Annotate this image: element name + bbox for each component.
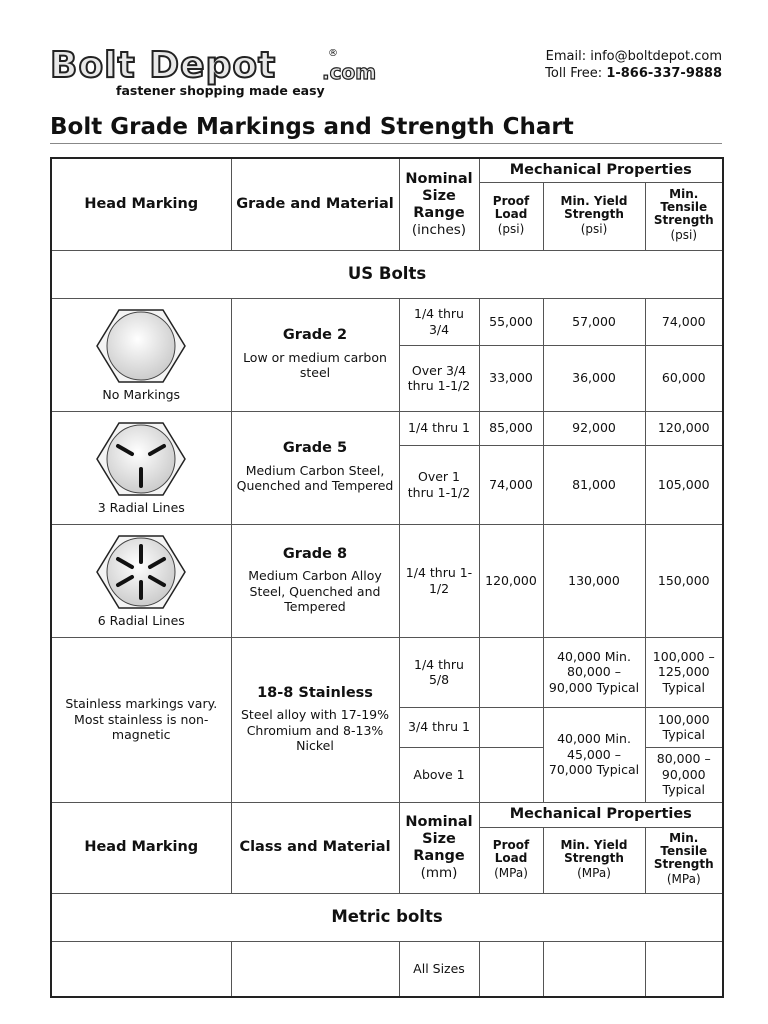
proof-cell: 120,000 — [479, 524, 543, 637]
grade8-desc: Medium Carbon Alloy Steel, Quenched and Tempered — [248, 568, 382, 614]
tensile-cell: 60,000 — [645, 345, 723, 411]
col-nominal-size — [399, 802, 479, 893]
us-header-row — [51, 158, 723, 182]
grade5-desc: Medium Carbon Steel, Quenched and Tempered — [236, 462, 394, 494]
size-cell: Over 1 thru 1-1/2 — [399, 445, 479, 524]
col-mechanical-properties: Mechanical Properties — [479, 802, 723, 827]
tensile-cell: 120,000 — [645, 411, 723, 445]
size-cell: Above 1 — [399, 747, 479, 802]
proof-cell — [479, 707, 543, 747]
col-head-marking: Head Marking — [51, 158, 231, 250]
contact-email[interactable]: Email: info@boltdepot.com — [545, 49, 722, 64]
metric-row-1 — [51, 941, 723, 997]
stainless-row-1 — [51, 637, 723, 707]
metric-section-row — [51, 893, 723, 941]
page-header — [0, 0, 768, 110]
metric-head-marking — [51, 941, 231, 997]
title-divider — [50, 143, 722, 144]
grade8-caption: 6 Radial Lines — [97, 612, 185, 628]
grade2-head-marking — [51, 298, 231, 411]
proof-cell — [479, 941, 543, 997]
col-mechanical-properties: Mechanical Properties — [479, 158, 723, 182]
nominal-size-label: Nominal Size Range — [405, 813, 473, 864]
contact-phone-line — [545, 65, 722, 82]
yield-cell: 40,000 Min. 80,000 – 90,000 Typical — [543, 637, 645, 707]
us-section-title: US Bolts — [51, 250, 723, 298]
size-cell: 1/4 thru 1 — [399, 411, 479, 445]
grade8-row-1 — [51, 524, 723, 637]
metric-header-row — [51, 802, 723, 827]
yield-strength-label: Min. Yield Strength — [560, 193, 628, 221]
grade5-caption: 3 Radial Lines — [97, 499, 185, 515]
col-head-marking: Head Marking — [51, 802, 231, 893]
yield-cell: 57,000 — [543, 298, 645, 345]
stainless-desc: Steel alloy with 17-19% Chromium and 8-13% Nickel — [241, 707, 389, 753]
contact-info — [545, 48, 722, 82]
grade8-head-marking — [51, 524, 231, 637]
grade2-material — [231, 298, 399, 411]
proof-load-unit: (MPa) — [494, 865, 528, 880]
proof-cell: 85,000 — [479, 411, 543, 445]
hex-head-no-markings-icon — [95, 307, 187, 385]
yield-cell: 92,000 — [543, 411, 645, 445]
page-title: Bolt Grade Markings and Strength Chart — [50, 114, 574, 140]
size-cell: 3/4 thru 1 — [399, 707, 479, 747]
tensile-strength-label: Min. Tensile Strength — [653, 187, 714, 228]
stainless-head-marking: Stainless markings vary. Most stainless is non-magnetic — [51, 637, 231, 802]
grade2-title: Grade 2 — [282, 327, 348, 344]
col-nominal-size — [399, 158, 479, 250]
grade2-desc: Low or medium carbon steel — [243, 349, 387, 381]
size-cell: 1/4 thru 3/4 — [399, 298, 479, 345]
col-grade-material: Grade and Material — [231, 158, 399, 250]
metric-section-title: Metric bolts — [51, 893, 723, 941]
yield-strength-unit: (psi) — [580, 221, 608, 236]
size-cell: Over 3/4 thru 1-1/2 — [399, 345, 479, 411]
logo-dotcom-text: .com — [322, 60, 377, 84]
grade5-head-marking — [51, 411, 231, 524]
size-cell: 1/4 thru 5/8 — [399, 637, 479, 707]
tollfree-label: Toll Free: — [545, 66, 607, 81]
size-cell: 1/4 thru 1-1/2 — [399, 524, 479, 637]
us-section-row — [51, 250, 723, 298]
proof-cell: 33,000 — [479, 345, 543, 411]
proof-cell: 74,000 — [479, 445, 543, 524]
col-yield-strength — [543, 182, 645, 250]
yield-cell: 130,000 — [543, 524, 645, 637]
grade5-material — [231, 411, 399, 524]
nominal-size-unit: (inches) — [411, 221, 467, 238]
col-proof-load — [479, 827, 543, 893]
tensile-strength-unit: (MPa) — [666, 872, 701, 887]
phone-number[interactable]: 1-866-337-9888 — [606, 66, 722, 81]
grade8-material — [231, 524, 399, 637]
logo-registered-mark: ® — [328, 48, 338, 59]
tensile-cell: 150,000 — [645, 524, 723, 637]
size-cell: All Sizes — [399, 941, 479, 997]
nominal-size-unit: (mm) — [420, 864, 458, 881]
col-proof-load — [479, 182, 543, 250]
grade5-title: Grade 5 — [282, 440, 348, 457]
proof-load-label: Proof Load — [492, 837, 530, 865]
hex-head-3-radial-lines-icon — [95, 420, 187, 498]
tensile-cell — [645, 941, 723, 997]
proof-load-unit: (psi) — [497, 221, 525, 236]
yield-strength-unit: (MPa) — [577, 865, 611, 880]
metric-class-material — [231, 941, 399, 997]
stainless-title: 18-8 Stainless — [257, 684, 373, 701]
tensile-cell: 100,000 Typical — [645, 707, 723, 747]
nominal-size-label: Nominal Size Range — [405, 170, 473, 221]
col-tensile-strength — [645, 827, 723, 893]
proof-cell: 55,000 — [479, 298, 543, 345]
hex-head-6-radial-lines-icon — [95, 533, 187, 611]
grade8-title: Grade 8 — [282, 545, 348, 562]
bolt-depot-logo[interactable] — [50, 46, 400, 100]
col-yield-strength — [543, 827, 645, 893]
tensile-cell: 74,000 — [645, 298, 723, 345]
stainless-material — [231, 637, 399, 802]
proof-cell — [479, 747, 543, 802]
proof-load-label: Proof Load — [492, 193, 530, 221]
tensile-strength-label: Min. Tensile Strength — [653, 831, 714, 872]
yield-cell: 40,000 Min. 45,000 – 70,000 Typical — [543, 707, 645, 802]
col-class-material: Class and Material — [231, 802, 399, 893]
proof-cell — [479, 637, 543, 707]
tensile-cell: 100,000 – 125,000 Typical — [645, 637, 723, 707]
col-tensile-strength — [645, 182, 723, 250]
yield-cell: 36,000 — [543, 345, 645, 411]
tensile-cell: 105,000 — [645, 445, 723, 524]
yield-cell — [543, 941, 645, 997]
tensile-cell: 80,000 – 90,000 Typical — [645, 747, 723, 802]
tensile-strength-unit: (psi) — [670, 228, 698, 243]
strength-chart-table — [50, 157, 724, 998]
yield-cell: 81,000 — [543, 445, 645, 524]
grade2-caption: No Markings — [102, 386, 181, 402]
logo-tagline: fastener shopping made easy — [116, 83, 325, 98]
grade2-row-1 — [51, 298, 723, 345]
grade5-row-1 — [51, 411, 723, 445]
logo-brand-text: Bolt Depot — [50, 45, 277, 86]
yield-strength-label: Min. Yield Strength — [560, 837, 628, 865]
